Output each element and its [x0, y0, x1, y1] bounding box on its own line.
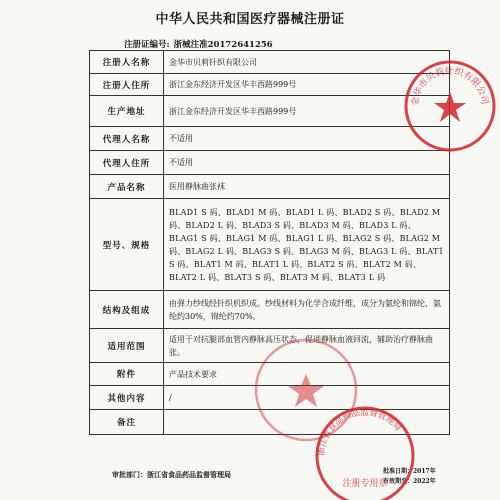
- row-value-registrant-address: 浙江金东经济开发区华丰西路999号: [164, 74, 450, 96]
- row-label-registrant-name: 注册人名称: [90, 51, 164, 74]
- table-row: [90, 74, 450, 96]
- row-label-agent-address: 代理人住所: [90, 151, 164, 175]
- row-value-structure: 由弹力纱线经针织机织成。纱线材料为化学合成纤维，成分为氨纶和锦纶，氨纶约30%，锦纶约70%。: [164, 291, 450, 329]
- row-label-scope: 适用范围: [90, 329, 164, 363]
- seal-registration-text: 注册专用章: [342, 479, 388, 489]
- row-value-models: BLAD1 S 码、BLAD1 M 码、BLAD1 L 码、BLAD2 S 码、BLAD2 M 码、BLAD2 L 码、BLAD3 S 码、BLAD3 M 码、BLAD3 L 码、BLAG1 S 码、BLAG1 M 码、BLAG1 L 码、BLAG2 S 码、BLAG2 M 码、BLAG2 L 码、BLAG3 S 码、BLAG3 M 码、BLAG3 L 码、BLAT1 S 码、BLAT1 M 码、BLAT1 L 码、BLAT2 S 码、BLAT2 M 码、BLAT2 L 码、BLAT3 S 码、BLAT3 M 码、BLAT3 L 码: [164, 199, 450, 291]
- table-row: [90, 151, 450, 175]
- document-title: 中华人民共和国医疗器械注册证: [155, 12, 345, 27]
- row-label-models: 型号、规格: [90, 199, 164, 291]
- row-value-agent-name: 不适用: [164, 127, 450, 151]
- seal-authority-text: 浙江省食品药品监督管理局: [316, 407, 404, 457]
- row-label-other: 其他内容: [90, 386, 164, 410]
- table-row: [90, 127, 450, 151]
- seal-company-text: 金华市贝莉针织有限公司: [410, 66, 490, 107]
- table-row: [90, 96, 450, 127]
- row-value-agent-address: 不适用: [164, 151, 450, 175]
- row-label-agent-name: 代理人名称: [90, 127, 164, 151]
- row-value-other: /: [164, 386, 450, 410]
- table-row: [90, 199, 450, 291]
- row-value-attachment: 产品技术要求: [164, 363, 450, 386]
- row-label-production-address: 生产地址: [90, 96, 164, 127]
- row-value-registrant-name: 金华市贝莉针织有限公司: [164, 51, 450, 74]
- approval-authority-seal: [310, 400, 420, 500]
- registration-number-line: [124, 38, 273, 50]
- registration-number-label: 注册证编号:: [124, 40, 170, 50]
- row-label-structure: 结构及组成: [90, 291, 164, 329]
- approval-department: 审批部门：浙江省食品药品监督管理局: [112, 470, 231, 479]
- row-label-attachment: 附件: [90, 363, 164, 386]
- company-seal-stamp: [400, 56, 500, 156]
- row-label-remarks: 备注: [90, 410, 164, 435]
- row-label-product-name: 产品名称: [90, 175, 164, 199]
- table-row: [90, 175, 450, 199]
- table-row: [90, 51, 450, 74]
- table-row: [90, 291, 450, 329]
- expiry-date: 有效期至：2022年: [383, 478, 436, 485]
- registration-number: 浙械注准20172641256: [173, 40, 273, 50]
- approval-date: 批准日期：2017年: [383, 468, 436, 475]
- row-value-product-name: 医用静脉曲张袜: [164, 175, 450, 199]
- row-label-registrant-address: 注册人住所: [90, 74, 164, 96]
- row-value-production-address: 浙江金东经济开发区华丰西路999号: [164, 96, 450, 127]
- row-value-scope: 适用于对抗腿部血管内静脉高压状态，促进静脉血液回流，辅助治疗静脉曲张。: [164, 329, 450, 363]
